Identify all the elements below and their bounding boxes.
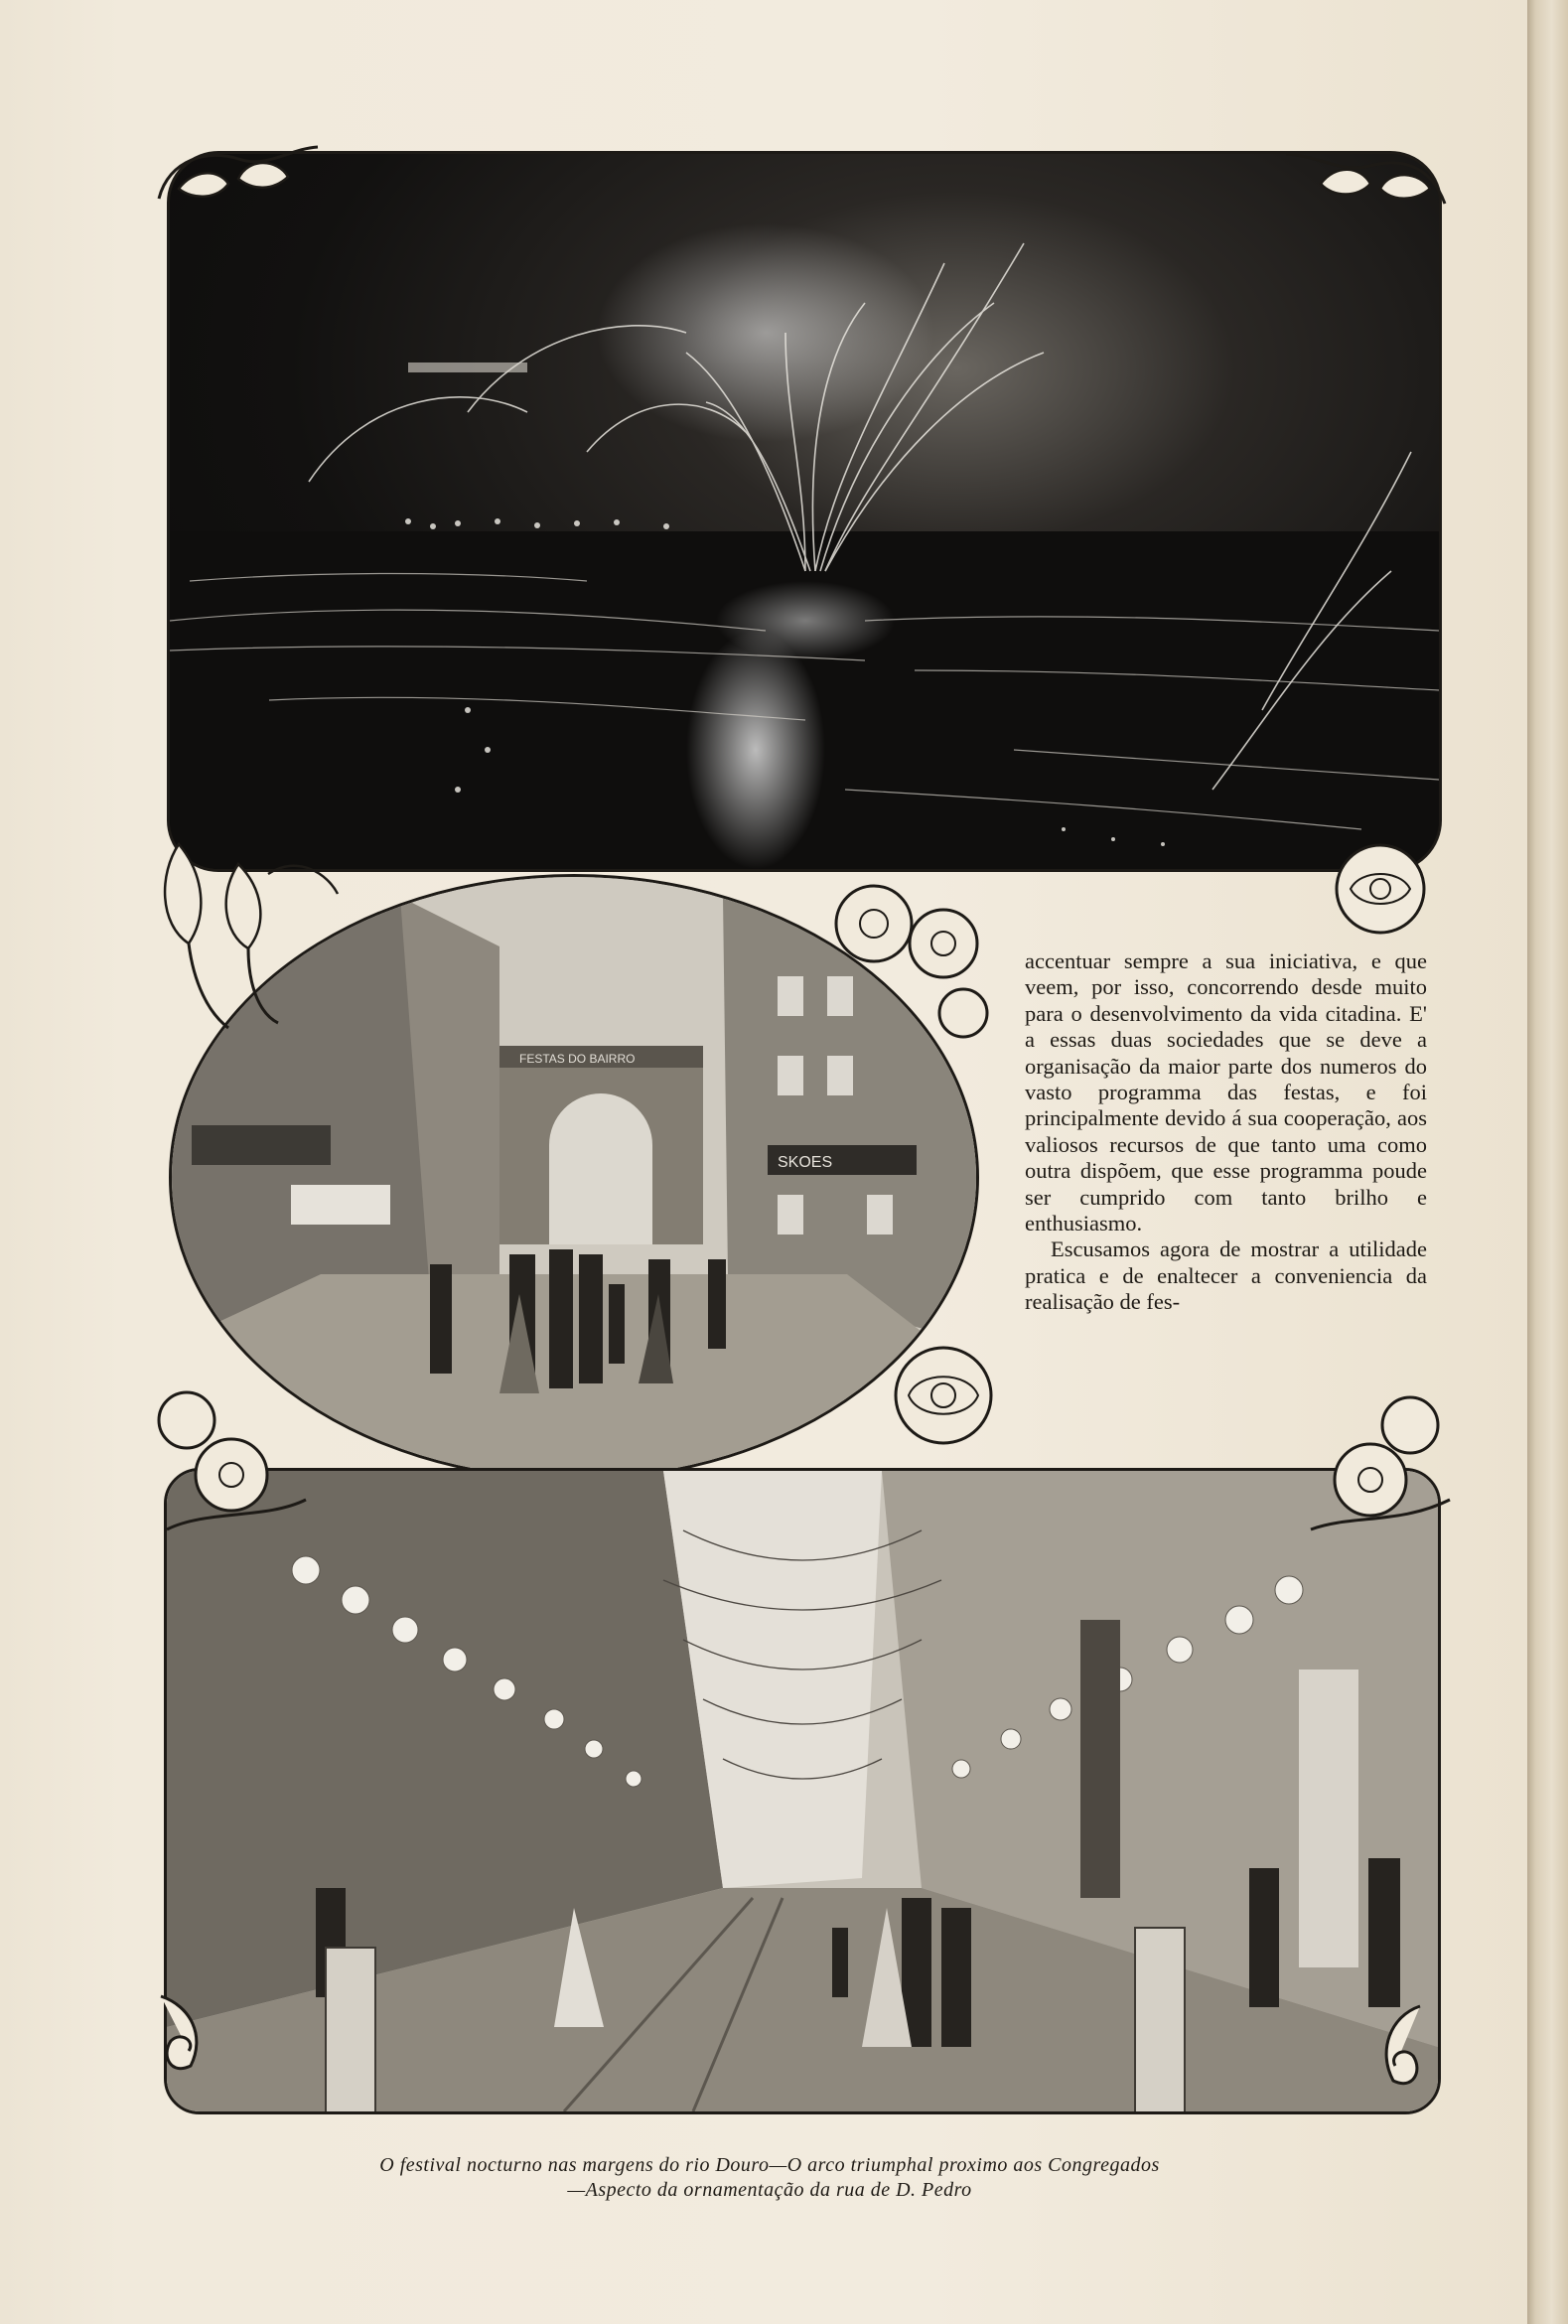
arch-inscription: FESTAS DO BAIRRO bbox=[519, 1052, 636, 1066]
page-binding-edge bbox=[1527, 0, 1568, 2324]
ornament-right-rose bbox=[1311, 829, 1450, 948]
ornament-top-right bbox=[1281, 144, 1450, 223]
article-text bbox=[1025, 948, 1427, 1316]
ornament-middle-rose bbox=[874, 1331, 1013, 1460]
photo-decorated-street bbox=[164, 1468, 1441, 2114]
shop-sign-text: SKOES bbox=[778, 1154, 833, 1171]
ornament-left-poppies bbox=[147, 1380, 316, 1549]
ornament-left-tulips bbox=[149, 834, 348, 1033]
ornament-right-poppies bbox=[1301, 1390, 1460, 1549]
photo-fireworks-festival bbox=[167, 151, 1442, 872]
ornament-top-left bbox=[149, 139, 328, 218]
ornament-bottom-right bbox=[1365, 1996, 1435, 2106]
article-paragraph: Escusamos agora de mostrar a utilidade pratica e de enaltecer a conveniencia da realisação de fes- bbox=[1025, 1236, 1427, 1315]
article-paragraph: accentuar sempre a sua iniciativa, e que veem, por isso, concorrendo desde muito para o desenvolvimento da vida citadina. E' a essas duas sociedades que se deve a organisação da maior parte dos numeros do vasto programma das festas, e foi principalmente devido á sua cooperação, aos valiosos recursos de que tanto uma como outra dispõem, que esse programma poude ser cumprido com tanto brilho e enthusiasmo. bbox=[1025, 948, 1427, 1236]
caption-line: —Aspecto da ornamentação da rua de D. Pedro bbox=[567, 2179, 972, 2201]
caption-line: O festival nocturno nas margens do rio Douro—O arco triumphal proximo aos Congregados bbox=[379, 2154, 1160, 2176]
photo-caption bbox=[199, 2153, 1341, 2203]
ornament-right-flowers bbox=[814, 874, 1003, 1043]
ornament-bottom-left bbox=[151, 1986, 220, 2086]
